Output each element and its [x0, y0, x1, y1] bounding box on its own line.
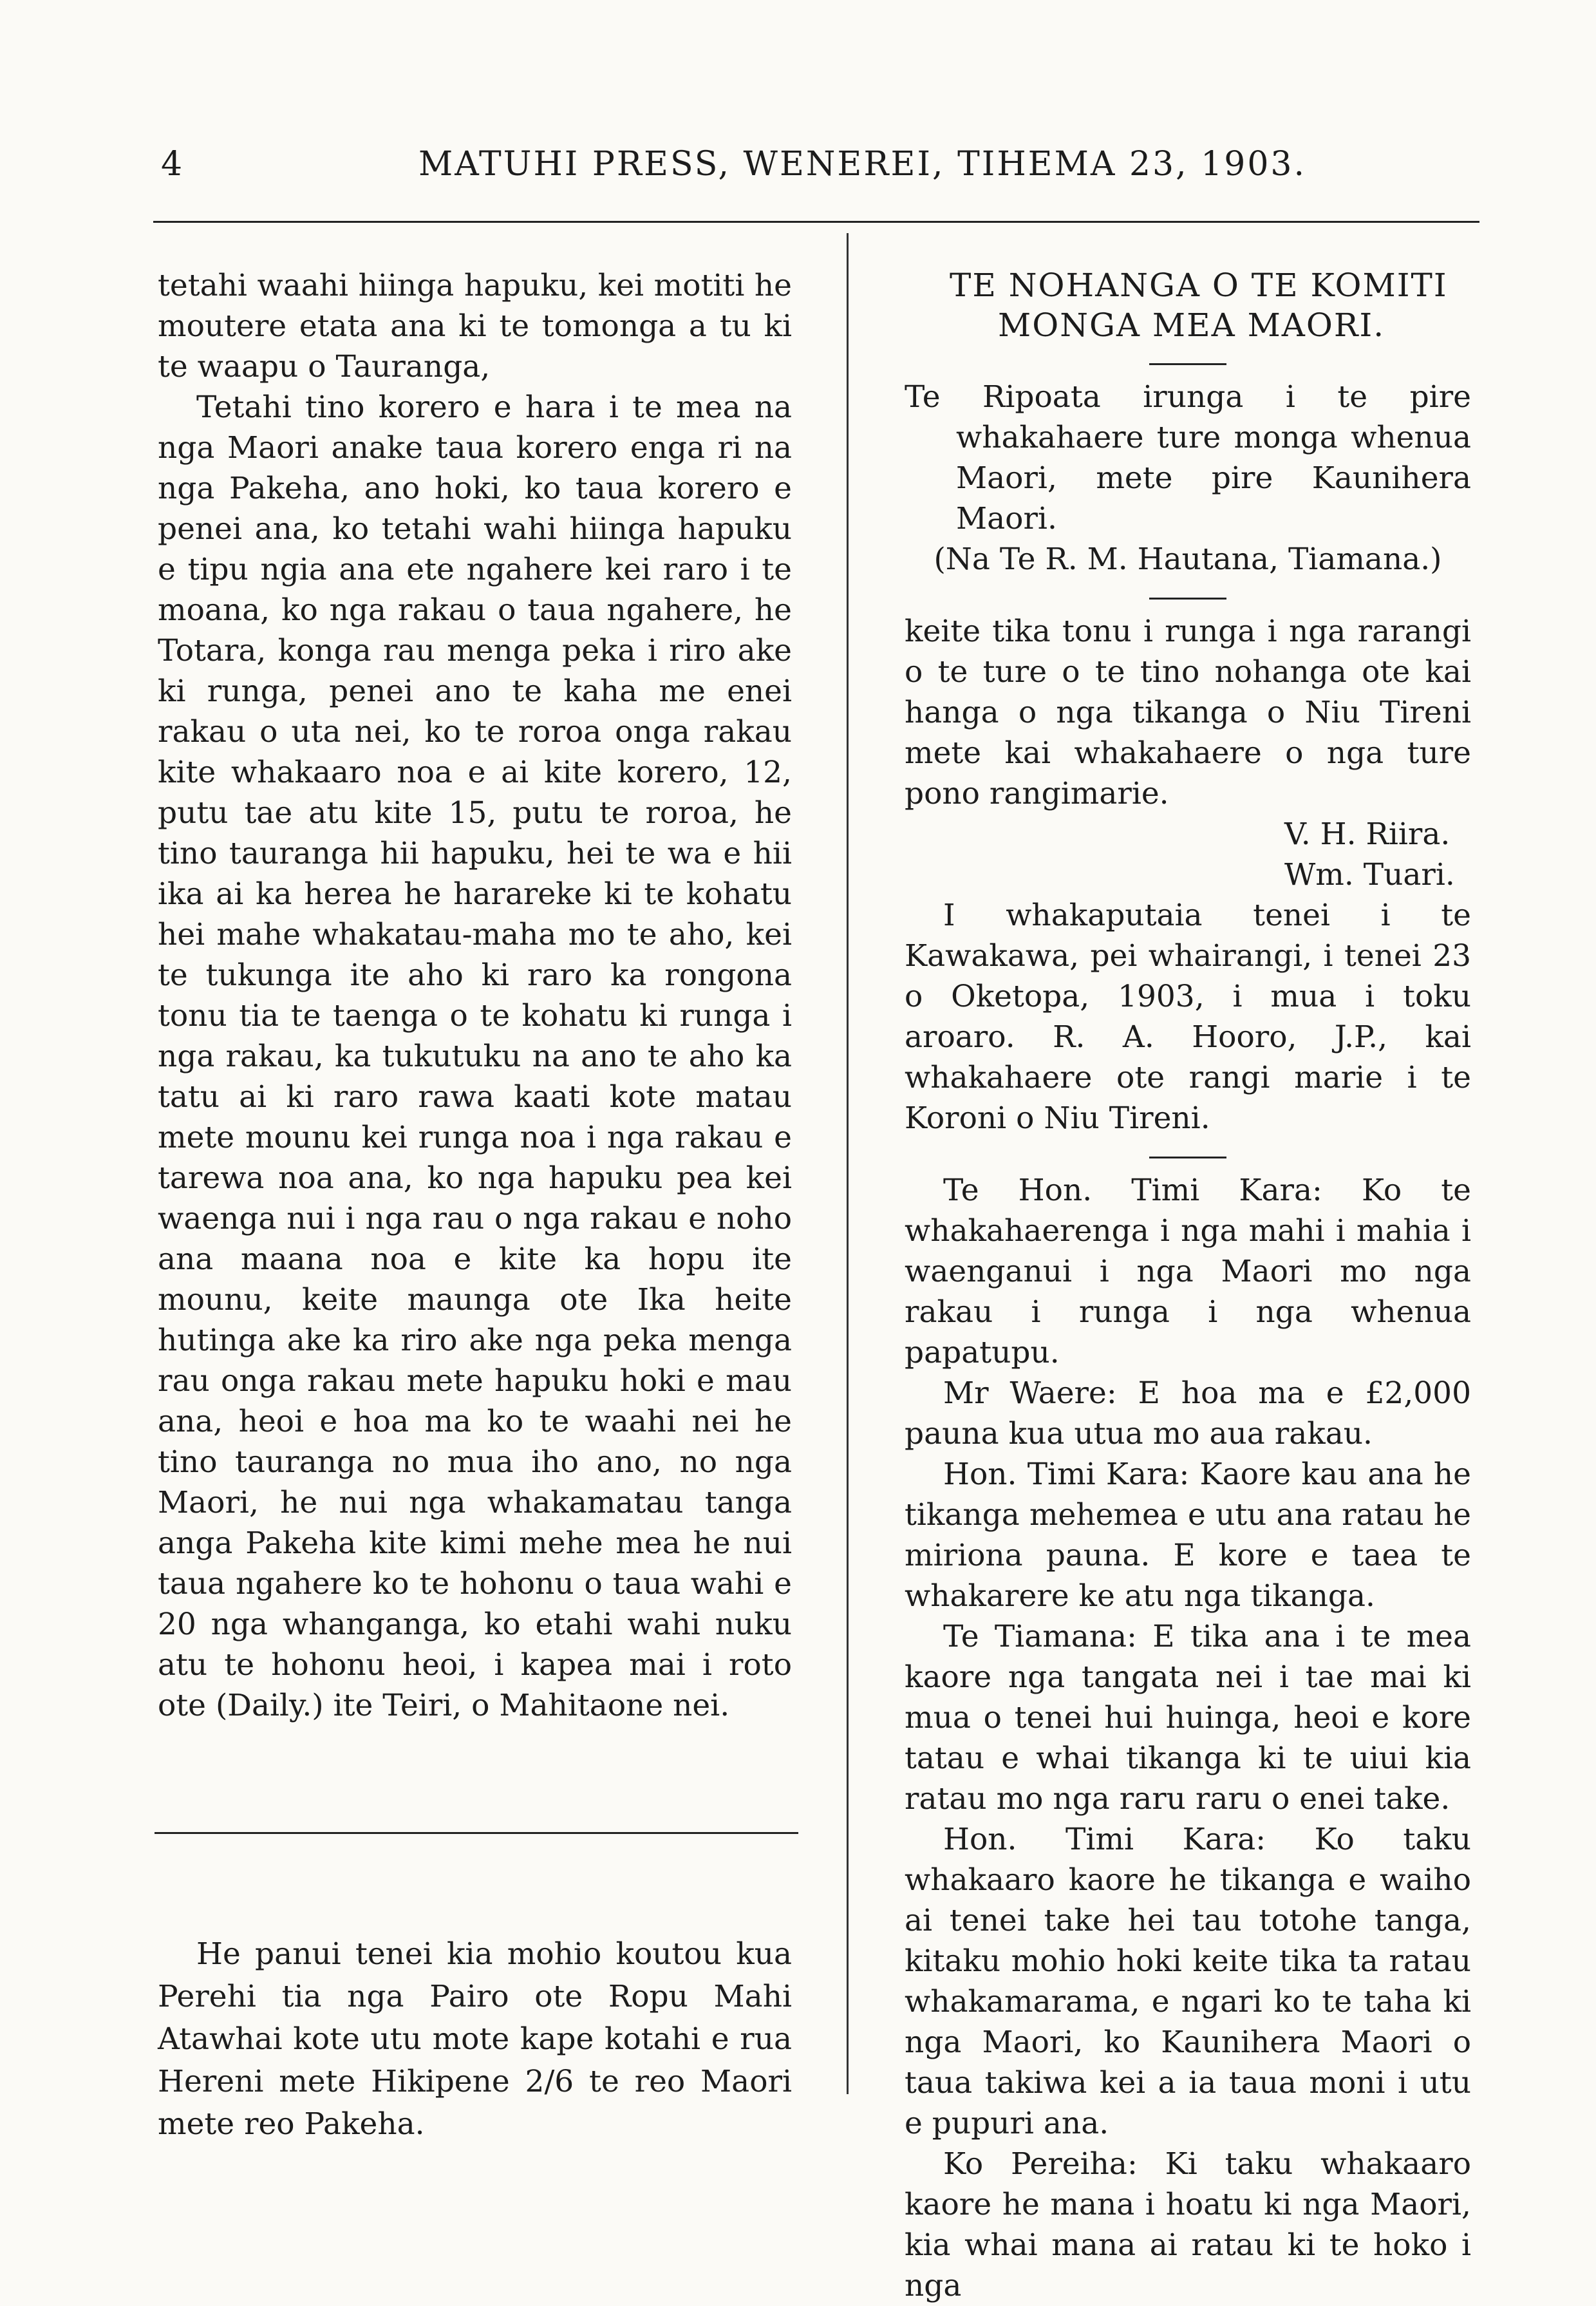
signature: Wm. Tuari.: [1284, 857, 1455, 893]
article-paragraph: tetahi waahi hiinga hapuku, kei motiti he moutere etata ana ki te tomonga a tu ki te waapu o Tauranga,: [158, 268, 792, 384]
signature: V. H. Riira.: [1284, 817, 1450, 852]
attestation: I whakaputaia tenei i te Kawakawa, pei whairangi, i tenei 23 o Oketopa, 1903, i mua i toku aroaro. R. A. Hooro, J.P., kai whakahaere ote rangi marie i te Koroni o Niu Tireni.: [905, 898, 1471, 1136]
short-rule: [1149, 1157, 1226, 1158]
header-rule: [153, 221, 1479, 223]
dialogue: [905, 1170, 1471, 2306]
short-rule: [1149, 598, 1226, 600]
newspaper-title: MATUHI PRESS, WENEREI, TIHEMA 23, 1903.: [418, 145, 1307, 184]
section-rule: [155, 1832, 798, 1834]
column-divider: [847, 233, 849, 2094]
right-column: [905, 265, 1471, 2306]
page-number: 4: [161, 145, 183, 184]
report-body: keite tika tonu i runga i nga rarangi o te ture o te tino nohanga ote kai hanga o nga tikanga o Niu Tireni mete kai whakahaere o nga ture pono rangimarie.: [905, 614, 1471, 811]
notice: [158, 1933, 792, 2146]
report-byline: (Na Te R. M. Hautana, Tiamana.): [934, 542, 1442, 577]
notice-text: He panui tenei kia mohio koutou kua Perehi tia nga Pairo ote Ropu Mahi Atawhai kote utu mote kape kotahi e rua Hereni mete Hikipene 2/6 te reo Maori mete reo Pakeha.: [158, 1936, 792, 2142]
dialogue-paragraph: Te Hon. Timi Kara: Ko te whakahaerenga i nga mahi i mahia i waenganui i nga Maori mo nga rakau i runga i nga whenua papatupu.: [905, 1173, 1471, 1370]
left-column: [158, 265, 792, 1726]
title-line: MONGA MEA MAORI.: [998, 307, 1385, 344]
page-header: [0, 145, 1596, 196]
title-line: TE NOHANGA O TE KOMITI: [950, 267, 1448, 304]
dialogue-paragraph: Hon. Timi Kara: Kaore kau ana he tikanga mehemea e utu ana ratau he miriona pauna. E kore e taea te whakarere ke atu nga tikanga.: [905, 1457, 1471, 1614]
dialogue-paragraph: Mr Waere: E hoa ma e £2,000 pauna kua utua mo aua rakau.: [905, 1375, 1471, 1451]
report-intro: Te Ripoata irunga i te pire whakahaere ture monga whenua Maori, mete pire Kaunihera Maori.: [905, 379, 1471, 536]
article-paragraph: Tetahi tino korero e hara i te mea na nga Maori anake taua korero enga ri na nga Pakeha, ano hoki, ko taua korero e penei ana, ko tetahi wahi hiinga hapuku e tipu ngia ana ete ngahere kei raro i te moana, ko nga rakau o taua ngahere, he Totara, konga rau menga peka i riro ake ki runga, penei ano te kaha me enei rakau o uta nei, ko te roroa onga rakau kite whakaaro noa e ai kite korero, 12, putu tae atu kite 15, putu te roroa, he tino tauranga hii hapuku, hei te wa e hii ika ai ka herea he harareke ki te kohatu hei mahe whakatau-maha mo te aho, kei te tukunga ite aho ki raro ka rongona tonu tia te taenga o te kohatu ki runga i nga rakau, ka tukutuku na ano te aho ka tatu ai ki raro rawa kaati kote matau mete mounu kei runga noa i nga rakau e tarewa noa ana, ko nga hapuku pea kei waenga nui i nga rau o nga rakau e noho ana maana noa e kite ka hopu ite mounu, keite maunga ote Ika heite hutinga ake ka riro ake nga peka menga rau onga rakau mete hapuku hoki e mau ana, heoi e hoa ma ko te waahi nei he tino tauranga no mua iho ano, no nga Maori, he nui nga whakamatau tanga anga Pakeha kite kimi mehe mea he nui taua ngahere ko te hohonu o taua wahi e 20 nga whanganga, ko etahi wahi nuku atu te hohonu heoi, i kapea mai i roto ote (Daily.) ite Teiri, o Mahitaone nei.: [158, 390, 792, 1723]
dialogue-paragraph: Te Tiamana: E tika ana i te mea kaore nga tangata nei i tae mai ki mua o tenei hui huinga, heoi e kore tatau e whai tikanga ki te uiui kia ratau mo nga raru raru o enei take.: [905, 1619, 1471, 1817]
short-rule: [1149, 363, 1226, 365]
dialogue-paragraph: Ko Pereiha: Ki taku whakaaro kaore he mana i hoatu ki nga Maori, kia whai mana ai ratau ki te hoko i nga: [905, 2146, 1471, 2303]
dialogue-paragraph: Hon. Timi Kara: Ko taku whakaaro kaore he tikanga e waiho ai tenei take hei tau totohe tanga, kitaku mohio hoki keite tika ta ratau whakamarama, e ngari ko te taha ki nga Maori, ko Kaunihera Maori o taua takiwa kei a ia taua moni i utu e pupuri ana.: [905, 1822, 1471, 2141]
committee-title: [905, 265, 1471, 345]
